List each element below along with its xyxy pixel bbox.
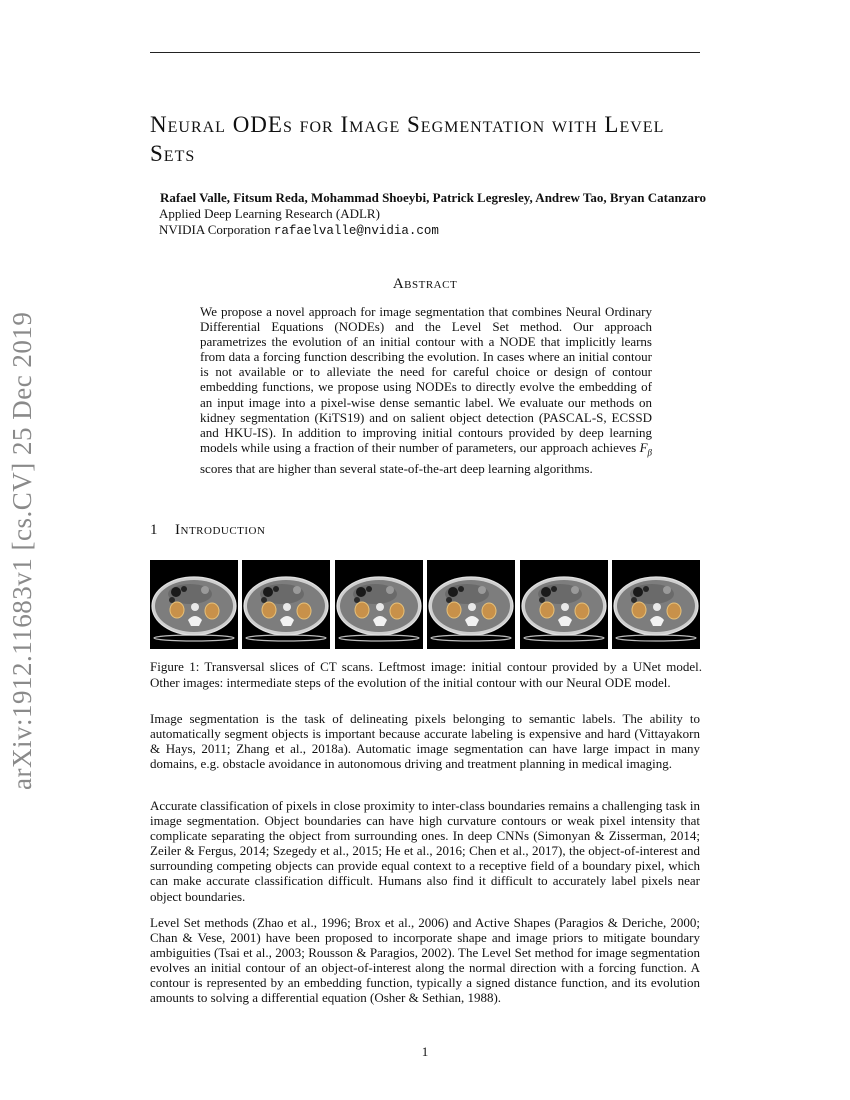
header-rule bbox=[150, 52, 700, 53]
section-heading-introduction bbox=[150, 522, 265, 539]
ct-scan-image bbox=[427, 560, 515, 649]
abstract-heading: Abstract bbox=[392, 276, 458, 292]
affiliation-lab: Applied Deep Learning Research (ADLR) bbox=[159, 206, 380, 221]
author-list: Rafael Valle, Fitsum Reda, Mohammad Shoeybi, Patrick Legresley, Andrew Tao, Bryan Catanzaro bbox=[160, 190, 707, 205]
ct-scan-image bbox=[335, 560, 423, 649]
ct-scan-image bbox=[520, 560, 608, 649]
affiliation-org-line bbox=[159, 222, 439, 239]
paragraph-3: Level Set methods (Zhao et al., 1996; Brox et al., 2006) and Active Shapes (Paragios & Deriche, 2000; Chan & Vese, 2001) have been proposed to incorporate shape and image priors to mitigate boundary ambiguities (Tsai et al., 2003; Rousson & Paragios, 2002). The Level Set method for image segmentation evolves an initial contour of an object-of-interest along the normal direction with a forcing function. A contour is represented by an embedding function, typically a signed distance function, and its evolution amounts to solving a differential equation (Osher & Sethian, 1988). bbox=[150, 915, 700, 1006]
author-email[interactable]: rafaelvalle@nvidia.com bbox=[273, 224, 439, 238]
abstract-text bbox=[200, 304, 652, 476]
ct-scan-image bbox=[612, 560, 700, 649]
figure-1-images bbox=[150, 560, 700, 649]
paragraph-2: Accurate classification of pixels in close proximity to inter-class boundaries remains a challenging task in image segmentation. Object boundaries can have high curvature contours or weak pixel intensity that complicate separating the object from surrounding ones. In deep CNNs (Simonyan & Zisserman, 2014; Zeiler & Fergus, 2014; Szegedy et al., 2015; He et al., 2016; Chen et al., 2017), the object-of-interest and surrounding competing objects can provide equal context to a receptive field of a boundary pixel, which can make accurate classification difficult. Humans also find it difficult to accurately label pixels near object boundaries. bbox=[150, 798, 700, 904]
ct-scan-image bbox=[242, 560, 330, 649]
affiliation bbox=[159, 206, 439, 239]
section-title: Introduction bbox=[175, 522, 266, 538]
abstract-text-part2: scores that are higher than several state-of-the-art deep learning algorithms. bbox=[200, 460, 593, 476]
affiliation-org: NVIDIA Corporation bbox=[159, 222, 271, 237]
page-number: 1 bbox=[421, 1044, 429, 1059]
paper-title: Neural ODEs for Image Segmentation with Level Sets bbox=[150, 112, 665, 166]
abstract-text-part1: We propose a novel approach for image segmentation that combines Neural Ordinary Differential Equations (NODEs) and the Level Set method. Our approach parametrizes the evolution of an initial contour with a NODE that implicitly learns from data a forcing function describing the evolution. In cases where an initial contour is not available or to alleviate the need for careful choice or design of contour embedding functions, we propose using NODEs to directly evolve the embedding of an input image into a pixel-wise dense semantic label. We evaluate our methods on kidney segmentation (KiTS19) and on salient object detection (PASCAL-S, ECSSD and HKU-IS). In addition to improving initial contours provided by deep learning models while using a fraction of their number of parameters, our approach achieves bbox=[200, 304, 652, 455]
f-beta-symbol: $F_\beta$ bbox=[639, 439, 652, 458]
figure-1-caption: Figure 1: Transversal slices of CT scans. Leftmost image: initial contour provided by a UNet model. Other images: intermediate steps of the evolution of the initial contour with our Neural ODE model. bbox=[150, 659, 702, 690]
paragraph-1: Image segmentation is the task of delineating pixels belonging to semantic labels. The ability to automatically segment objects is important because accurate labeling is expensive and hard (Vittayakorn & Hays, 2011; Zhang et al., 2018a). Automatic image segmentation can have large impact in many domains, e.g. obstacle avoidance in autonomous driving and treatment planning in medical imaging. bbox=[150, 711, 700, 772]
section-number: 1 bbox=[150, 522, 158, 538]
arxiv-stamp: arXiv:1912.11683v1 [cs.CV] 25 Dec 2019 bbox=[7, 311, 37, 790]
ct-scan-image bbox=[150, 560, 238, 649]
